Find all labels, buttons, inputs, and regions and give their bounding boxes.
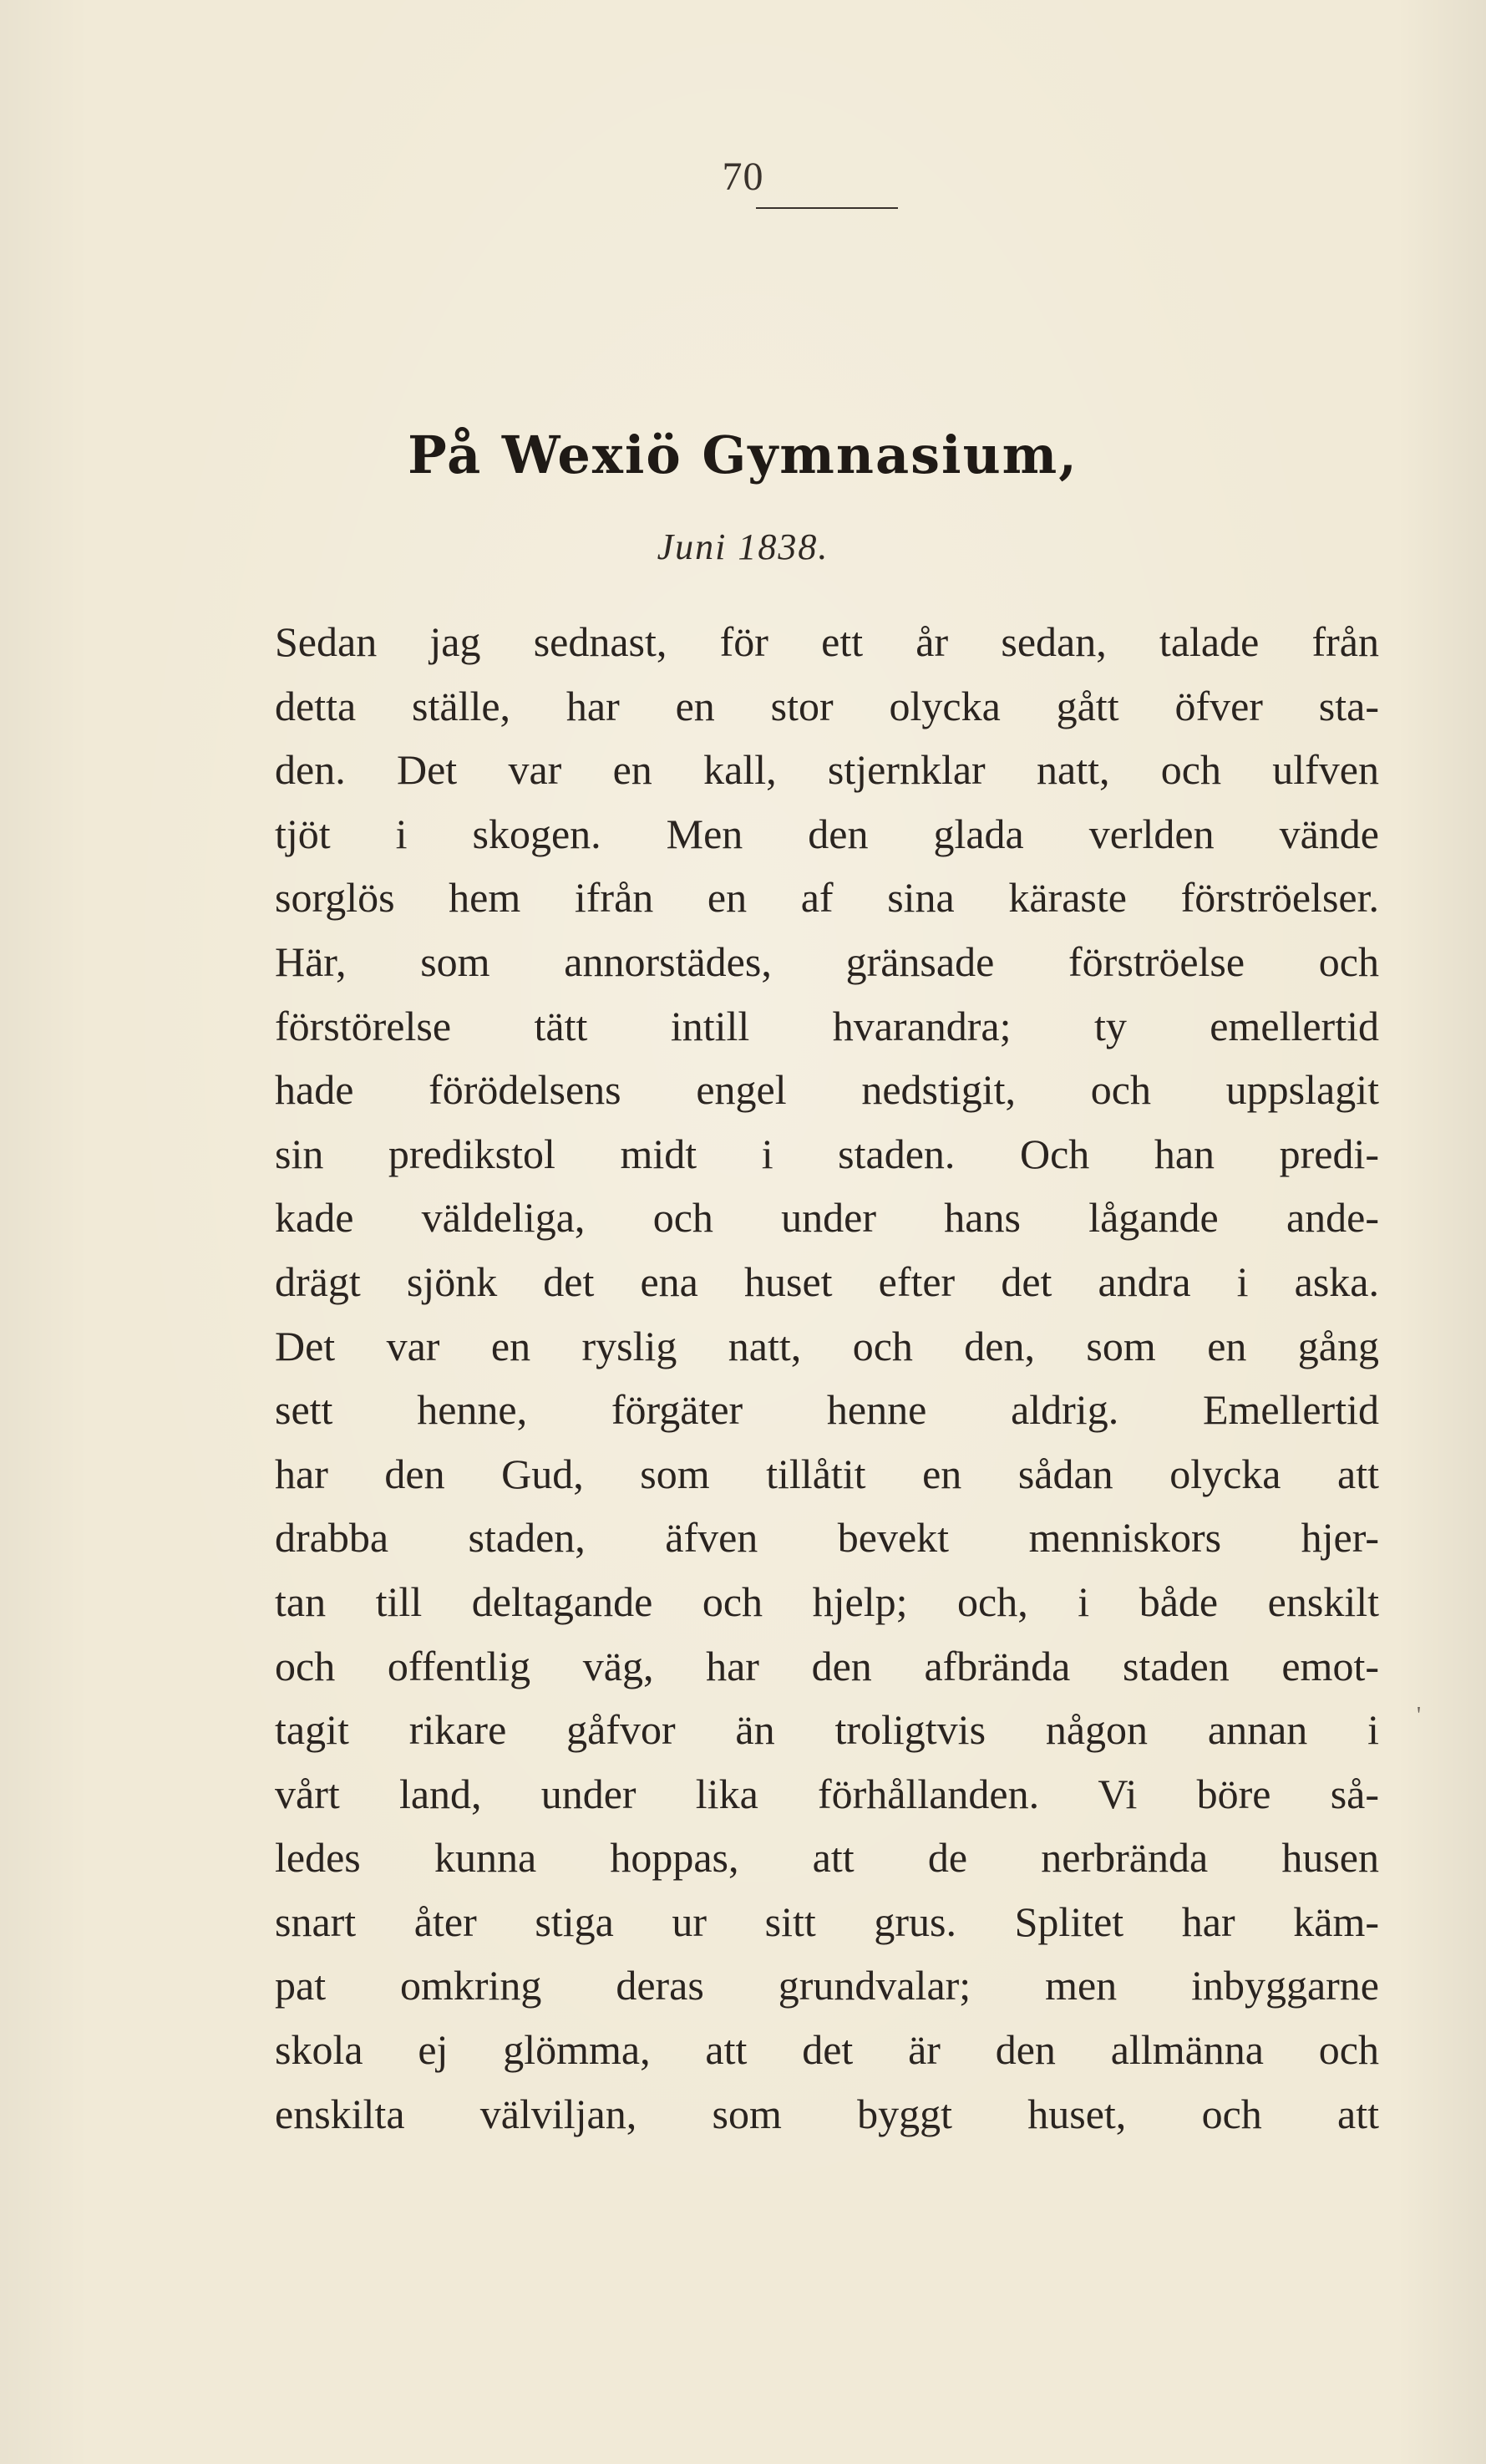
page-number-rule <box>756 207 898 209</box>
text-line: Sedan jag sednast, för ett år sedan, talade från <box>275 618 1379 665</box>
text-line: skola ej glömma, att det är den allmänna och <box>275 2026 1379 2074</box>
text-line: förstörelse tätt intill hvarandra; ty emellertid <box>275 1002 1379 1049</box>
text-line: sett henne, förgäter henne aldrig. Emellertid <box>275 1386 1379 1434</box>
section-title: På Wexiö Gymnasium, <box>408 424 1078 485</box>
dateline: Juni 1838. <box>657 526 829 567</box>
text-line: pat omkring deras grundvalar; men inbyggarne <box>275 1962 1379 2009</box>
text-line: tagit rikare gåfvor än troligtvis någon annan i <box>275 1706 1379 1754</box>
text-line: tjöt i skogen. Men den glada verlden vände <box>275 810 1379 857</box>
text-line: Här, som annorstädes, gränsade förströelse och <box>275 937 1379 985</box>
text-line: tan till deltagande och hjelp; och, i både enskilt <box>275 1577 1379 1625</box>
margin-mark: ' <box>1417 1703 1422 1729</box>
text-line: har den Gud, som tillåtit en sådan olycka att <box>275 1450 1379 1497</box>
text-line: Det var en ryslig natt, och den, som en gång <box>275 1322 1379 1369</box>
text-line: den. Det var en kall, stjernklar natt, och ulfven <box>275 746 1379 794</box>
text-line: ledes kunna hoppas, att de nerbrända husen <box>275 1834 1379 1882</box>
text-line: hade förödelsens engel nedstigit, och uppslagit <box>275 1066 1379 1114</box>
text-line: drägt sjönk det ena huset efter det andra i aska. <box>275 1257 1379 1305</box>
text-line: sorglös hem ifrån en af sina käraste förströelser. <box>275 874 1379 922</box>
page-number: 70 <box>722 155 764 199</box>
text-line: sin predikstol midt i staden. Och han predi- <box>275 1130 1379 1177</box>
text-line: och offentlig väg, har den afbrända staden emot- <box>275 1642 1379 1689</box>
text-line: kade väldeliga, och under hans lågande ande- <box>275 1194 1379 1242</box>
text-line: enskilta välviljan, som byggt huset, och att <box>275 2090 1379 2137</box>
body-text <box>275 610 1379 2146</box>
text-line: drabba staden, äfven bevekt menniskors hjer- <box>275 1514 1379 1562</box>
text-line: vårt land, under lika förhållanden. Vi böre så- <box>275 1770 1379 1817</box>
text-line: detta ställe, har en stor olycka gått öfver sta- <box>275 682 1379 729</box>
text-line: snart åter stiga ur sitt grus. Splitet har käm- <box>275 1898 1379 1945</box>
